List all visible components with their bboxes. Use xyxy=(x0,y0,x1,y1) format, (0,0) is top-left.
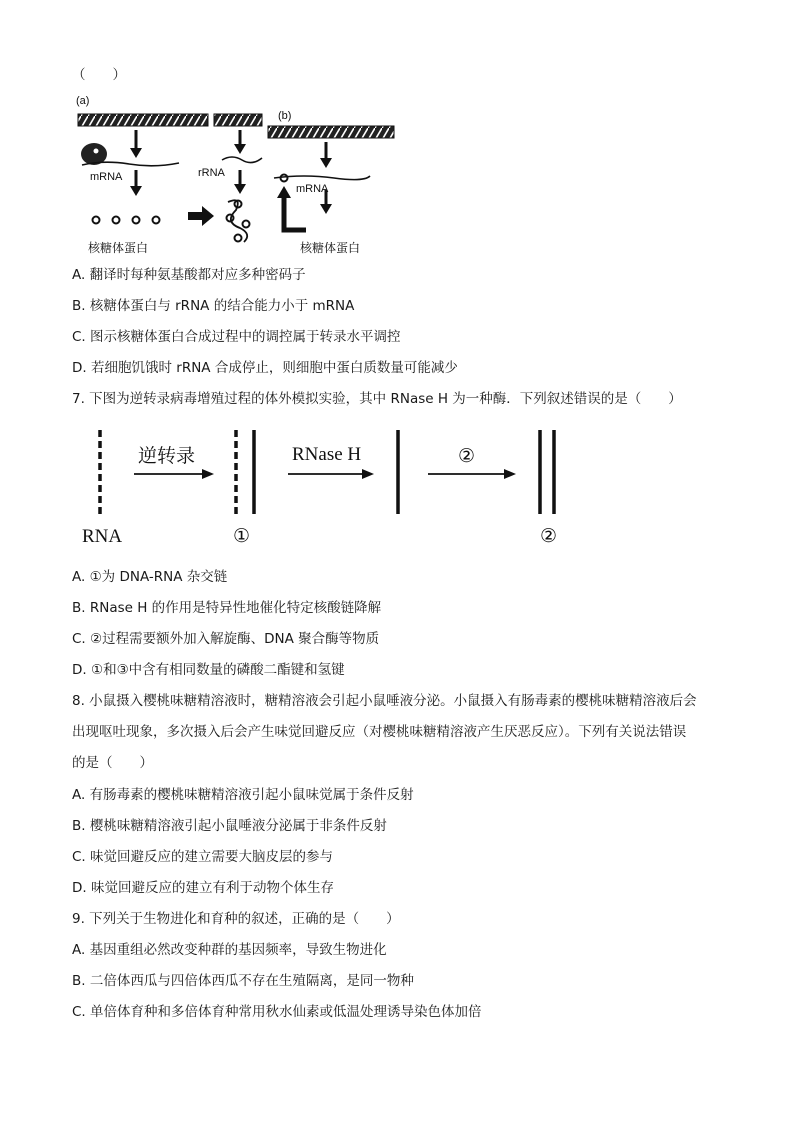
label-b: (b) xyxy=(278,110,292,122)
label-a: (a) xyxy=(76,95,90,107)
gene-bar-3 xyxy=(268,126,394,138)
step3-label: ② xyxy=(458,445,476,467)
q9-option-a: A. 基因重组必然改变种群的基因频率，导致生物进化 xyxy=(72,942,387,958)
q7-stem: 7. 下图为逆转录病毒增殖过程的体外模拟实验，其中 RNase H 为一种酶．下列叙述错误的是（ ） xyxy=(72,391,682,407)
step2-label: RNase H xyxy=(292,444,362,465)
q6-option-a: A. 翻译时每种氨基酸都对应多种密码子 xyxy=(72,267,306,283)
q8-option-c: C. 味觉回避反应的建立需要大脑皮层的参与 xyxy=(72,849,334,865)
q7-option-a: A. ①为 DNA-RNA 杂交链 xyxy=(72,569,228,585)
q9-option-b: B. 二倍体西瓜与四倍体西瓜不存在生殖隔离，是同一物种 xyxy=(72,973,414,989)
q6-bracket: （ ） xyxy=(72,67,126,83)
q9-option-c: C. 单倍体育种和多倍体育种常用秋水仙素或低温处理诱导染色体加倍 xyxy=(72,1004,482,1020)
mrna-label-a: mRNA xyxy=(90,171,123,183)
protein-dot xyxy=(93,217,100,224)
step1-label: 逆转录 xyxy=(138,445,196,467)
gene-bar-2 xyxy=(214,114,262,126)
q6-option-c: C. 图示核糖体蛋白合成过程中的调控属于转录水平调控 xyxy=(72,329,401,345)
rrna-strand xyxy=(222,157,262,163)
q6-option-d: D. 若细胞饥饿时 rRNA 合成停止，则细胞中蛋白质数量可能减少 xyxy=(72,360,458,376)
q8-option-b: B. 樱桃味糖精溶液引起小鼠唾液分泌属于非条件反射 xyxy=(72,818,387,834)
q6-figure xyxy=(74,92,404,260)
q8-stem-line-3: 的是（ ） xyxy=(72,755,153,771)
mrna-label-b: mRNA xyxy=(296,183,329,195)
protein-label-b: 核糖体蛋白 xyxy=(300,241,361,255)
q7-figure xyxy=(82,424,582,552)
q6-option-b: B. 核糖体蛋白与 rRNA 的结合能力小于 mRNA xyxy=(72,298,355,314)
rna-label: RNA xyxy=(82,526,123,547)
mark2-label: ② xyxy=(540,525,558,547)
mark1-label: ① xyxy=(233,525,251,547)
rrna-label: rRNA xyxy=(198,167,225,179)
protein-dot xyxy=(133,217,140,224)
protein-dot xyxy=(153,217,160,224)
q7-option-c: C. ②过程需要额外加入解旋酶、DNA 聚合酶等物质 xyxy=(72,631,380,647)
q9-stem: 9. 下列关于生物进化和育种的叙述，正确的是（ ） xyxy=(72,911,400,927)
q8-stem-line-2: 出现呕吐现象，多次摄入后会产生味觉回避反应（对樱桃味糖精溶液产生厌恶反应）。下列有关说法错误 xyxy=(72,724,687,740)
feedback-arrow xyxy=(284,196,306,230)
q7-option-d: D. ①和③中含有相同数量的磷酸二酯键和氢键 xyxy=(72,662,345,678)
q8-stem-line-1: 8. 小鼠摄入樱桃味糖精溶液时，糖精溶液会引起小鼠唾液分泌。小鼠摄入有肠毒素的樱桃味糖精溶液后会 xyxy=(72,693,697,709)
gene-bar-1 xyxy=(78,114,208,126)
protein-dot xyxy=(113,217,120,224)
protein-label-a: 核糖体蛋白 xyxy=(88,241,149,255)
q8-option-d: D. 味觉回避反应的建立有利于动物个体生存 xyxy=(72,880,334,896)
q8-option-a: A. 有肠毒素的樱桃味糖精溶液引起小鼠味觉属于条件反射 xyxy=(72,787,414,803)
q7-option-b: B. RNase H 的作用是特异性地催化特定核酸链降解 xyxy=(72,600,382,616)
